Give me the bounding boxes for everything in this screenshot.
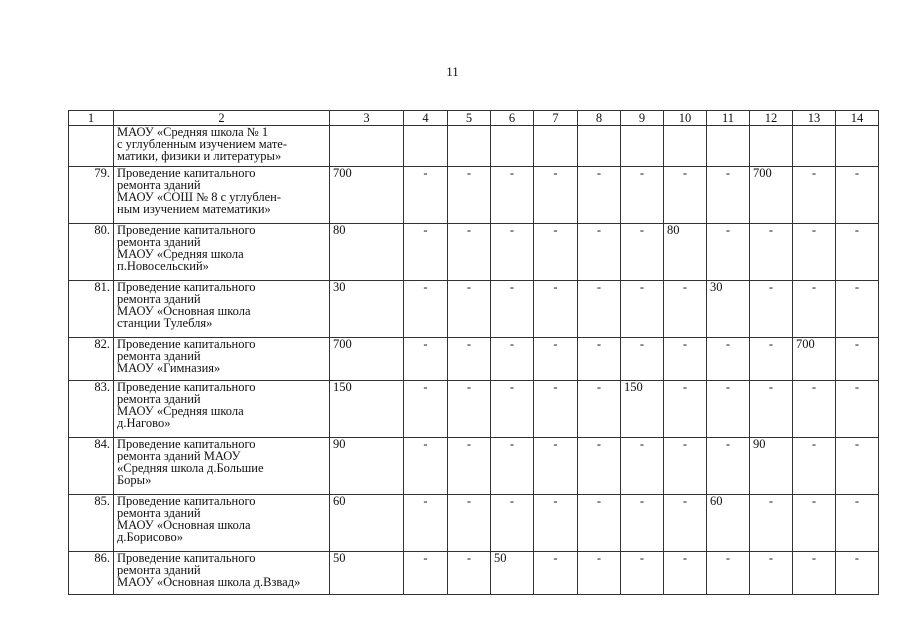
cell-col-3: 700 <box>330 167 404 224</box>
column-header-4: 4 <box>404 111 448 126</box>
cell-col-6: - <box>491 224 534 281</box>
header-row <box>69 111 879 126</box>
cell-col-10: 80 <box>664 224 707 281</box>
cell-col-6: - <box>491 281 534 338</box>
cell-col-3: 700 <box>330 338 404 381</box>
cell-col-12: 90 <box>750 438 793 495</box>
cell-col-9: - <box>621 224 664 281</box>
row-description: Проведение капитального ремонта зданий МАОУ «Основная школа д.Взвад» <box>114 552 330 595</box>
cell-col-3: 50 <box>330 552 404 595</box>
cell-col-14: - <box>836 495 879 552</box>
cell-col-9: - <box>621 552 664 595</box>
cell-col-4: - <box>404 167 448 224</box>
column-header-3: 3 <box>330 111 404 126</box>
cell-col-7: - <box>534 438 578 495</box>
cell-col-7: - <box>534 167 578 224</box>
cell-col-9: - <box>621 495 664 552</box>
cell-col-11 <box>707 126 750 167</box>
column-header-8: 8 <box>578 111 621 126</box>
cell-col-9: - <box>621 281 664 338</box>
cell-col-8: - <box>578 281 621 338</box>
cell-col-13: - <box>793 167 836 224</box>
cell-col-5: - <box>448 224 491 281</box>
cell-col-11: - <box>707 552 750 595</box>
cell-col-11: 60 <box>707 495 750 552</box>
row-description: МАОУ «Средняя школа № 1 с углубленным изучением мате- матики, физики и литературы» <box>114 126 330 167</box>
cell-col-10: - <box>664 552 707 595</box>
cell-col-7 <box>534 126 578 167</box>
cell-col-4: - <box>404 438 448 495</box>
column-header-7: 7 <box>534 111 578 126</box>
cell-col-6: - <box>491 438 534 495</box>
row-number: 80. <box>69 224 114 281</box>
cell-col-11: - <box>707 338 750 381</box>
row-description: Проведение капитального ремонта зданий МАОУ «Средняя школа д.Большие Боры» <box>114 438 330 495</box>
cell-col-3 <box>330 126 404 167</box>
row-description: Проведение капитального ремонта зданий МАОУ «СОШ № 8 с углублен- ным изучением математики» <box>114 167 330 224</box>
table-row <box>69 495 879 552</box>
table-row <box>69 552 879 595</box>
cell-col-6: - <box>491 495 534 552</box>
cell-col-10: - <box>664 167 707 224</box>
cell-col-5: - <box>448 438 491 495</box>
row-number: 82. <box>69 338 114 381</box>
cell-col-3: 150 <box>330 381 404 438</box>
cell-col-9: - <box>621 167 664 224</box>
cell-col-8: - <box>578 495 621 552</box>
cell-col-5: - <box>448 495 491 552</box>
cell-col-4: - <box>404 338 448 381</box>
budget-table <box>68 110 879 595</box>
cell-col-9 <box>621 126 664 167</box>
cell-col-7: - <box>534 338 578 381</box>
cell-col-12: - <box>750 224 793 281</box>
cell-col-10: - <box>664 281 707 338</box>
column-header-6: 6 <box>491 111 534 126</box>
cell-col-6: - <box>491 381 534 438</box>
cell-col-8: - <box>578 438 621 495</box>
cell-col-6: - <box>491 338 534 381</box>
table-row <box>69 224 879 281</box>
column-header-14: 14 <box>836 111 879 126</box>
cell-col-8: - <box>578 552 621 595</box>
cell-col-10: - <box>664 438 707 495</box>
column-header-9: 9 <box>621 111 664 126</box>
cell-col-11: - <box>707 224 750 281</box>
cell-col-7: - <box>534 495 578 552</box>
cell-col-12: 700 <box>750 167 793 224</box>
cell-col-12: - <box>750 281 793 338</box>
cell-col-7: - <box>534 281 578 338</box>
cell-col-11: - <box>707 167 750 224</box>
row-description: Проведение капитального ремонта зданий МАОУ «Основная школа д.Борисово» <box>114 495 330 552</box>
cell-col-10 <box>664 126 707 167</box>
cell-col-13: - <box>793 281 836 338</box>
cell-col-13 <box>793 126 836 167</box>
cell-col-10: - <box>664 381 707 438</box>
cell-col-3: 80 <box>330 224 404 281</box>
table-row <box>69 438 879 495</box>
cell-col-5: - <box>448 338 491 381</box>
cell-col-8: - <box>578 224 621 281</box>
cell-col-7: - <box>534 552 578 595</box>
cell-col-6 <box>491 126 534 167</box>
column-header-11: 11 <box>707 111 750 126</box>
cell-col-9: - <box>621 338 664 381</box>
cell-col-8: - <box>578 338 621 381</box>
cell-col-13: - <box>793 495 836 552</box>
table-body <box>69 126 879 595</box>
cell-col-10: - <box>664 338 707 381</box>
cell-col-4: - <box>404 281 448 338</box>
cell-col-13: - <box>793 438 836 495</box>
cell-col-4: - <box>404 381 448 438</box>
cell-col-9: - <box>621 438 664 495</box>
column-header-2: 2 <box>114 111 330 126</box>
row-number: 86. <box>69 552 114 595</box>
cell-col-14: - <box>836 338 879 381</box>
row-description: Проведение капитального ремонта зданий МАОУ «Основная школа станции Тулебля» <box>114 281 330 338</box>
cell-col-13: - <box>793 552 836 595</box>
cell-col-3: 90 <box>330 438 404 495</box>
column-header-1: 1 <box>69 111 114 126</box>
cell-col-5 <box>448 126 491 167</box>
cell-col-8: - <box>578 167 621 224</box>
row-number <box>69 126 114 167</box>
table-row <box>69 338 879 381</box>
cell-col-5: - <box>448 381 491 438</box>
cell-col-14 <box>836 126 879 167</box>
cell-col-3: 60 <box>330 495 404 552</box>
cell-col-13: - <box>793 224 836 281</box>
row-description: Проведение капитального ремонта зданий МАОУ «Средняя школа д.Нагово» <box>114 381 330 438</box>
table-row <box>69 167 879 224</box>
cell-col-4: - <box>404 495 448 552</box>
cell-col-12: - <box>750 495 793 552</box>
column-header-13: 13 <box>793 111 836 126</box>
table-row <box>69 381 879 438</box>
cell-col-8: - <box>578 381 621 438</box>
cell-col-4 <box>404 126 448 167</box>
cell-col-11: 30 <box>707 281 750 338</box>
cell-col-7: - <box>534 381 578 438</box>
cell-col-12: - <box>750 338 793 381</box>
cell-col-14: - <box>836 224 879 281</box>
cell-col-14: - <box>836 381 879 438</box>
cell-col-3: 30 <box>330 281 404 338</box>
row-number: 85. <box>69 495 114 552</box>
cell-col-14: - <box>836 281 879 338</box>
cell-col-6: - <box>491 167 534 224</box>
cell-col-11: - <box>707 438 750 495</box>
column-header-12: 12 <box>750 111 793 126</box>
cell-col-4: - <box>404 552 448 595</box>
cell-col-8 <box>578 126 621 167</box>
row-number: 84. <box>69 438 114 495</box>
cell-col-7: - <box>534 224 578 281</box>
cell-col-5: - <box>448 281 491 338</box>
row-number: 81. <box>69 281 114 338</box>
cell-col-5: - <box>448 167 491 224</box>
cell-col-12: - <box>750 552 793 595</box>
cell-col-11: - <box>707 381 750 438</box>
table-row <box>69 281 879 338</box>
cell-col-13: - <box>793 381 836 438</box>
row-number: 83. <box>69 381 114 438</box>
page-number: 11 <box>446 64 459 79</box>
cell-col-5: - <box>448 552 491 595</box>
cell-col-12 <box>750 126 793 167</box>
row-description: Проведение капитального ремонта зданий МАОУ «Гимназия» <box>114 338 330 381</box>
cell-col-10: - <box>664 495 707 552</box>
column-header-10: 10 <box>664 111 707 126</box>
table-row <box>69 126 879 167</box>
cell-col-14: - <box>836 552 879 595</box>
cell-col-6: 50 <box>491 552 534 595</box>
cell-col-14: - <box>836 167 879 224</box>
cell-col-9: 150 <box>621 381 664 438</box>
column-header-5: 5 <box>448 111 491 126</box>
cell-col-4: - <box>404 224 448 281</box>
cell-col-12: - <box>750 381 793 438</box>
row-number: 79. <box>69 167 114 224</box>
row-description: Проведение капитального ремонта зданий МАОУ «Средняя школа п.Новосельский» <box>114 224 330 281</box>
cell-col-13: 700 <box>793 338 836 381</box>
cell-col-14: - <box>836 438 879 495</box>
